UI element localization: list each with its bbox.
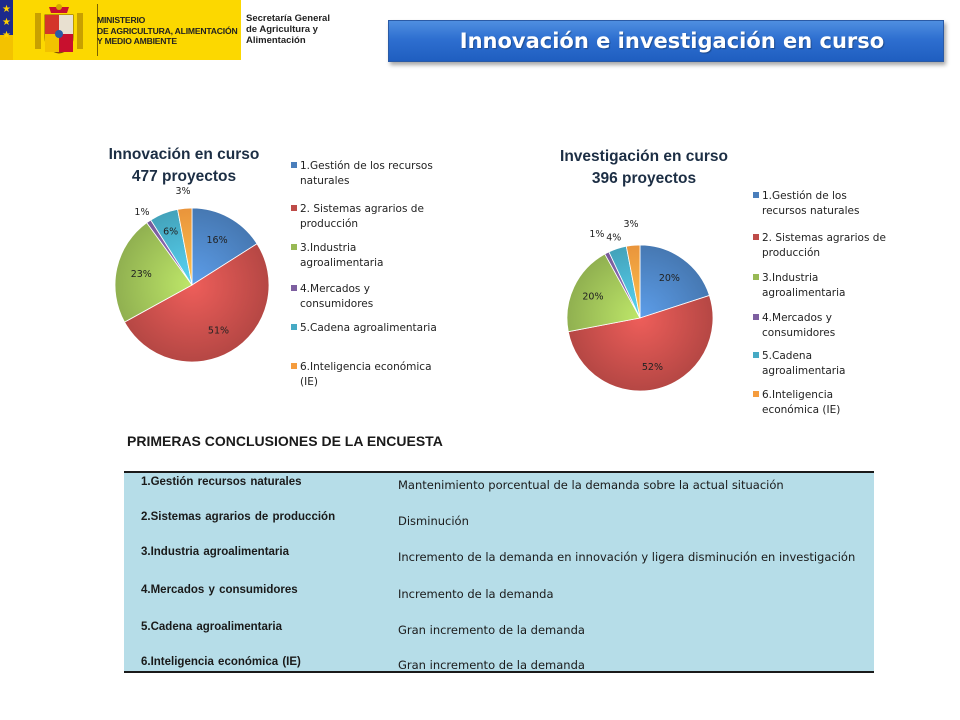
legend-label — [762, 189, 903, 219]
star-icon: ★ — [2, 17, 11, 28]
legend-label-line: producción — [300, 218, 359, 230]
star-icon: ★ — [2, 30, 11, 41]
chart1-pie — [102, 185, 282, 380]
conclusion-description: Gran incremento de la demanda — [398, 658, 585, 672]
legend-label — [300, 159, 451, 189]
legend-swatch — [291, 162, 297, 168]
ministry-logo — [13, 0, 241, 60]
pie-data-label: 3% — [175, 185, 191, 197]
ministry-name — [97, 15, 240, 47]
pie-data-label: 16% — [206, 234, 228, 246]
pie-data-label: 20% — [582, 291, 604, 303]
pie-data-label: 23% — [130, 269, 152, 281]
legend-label-line: económica (IE) — [762, 404, 841, 416]
secretaria-line: Alimentación — [246, 35, 306, 46]
chart1-subtitle-line: 477 proyectos — [131, 168, 237, 185]
legend-swatch — [753, 314, 759, 320]
conclusion-description: Gran incremento de la demanda — [398, 623, 585, 637]
conclusion-description: Incremento de la demanda en innovación y ligera disminución en investigación — [398, 550, 856, 564]
legend-label-line: recursos naturales — [762, 205, 860, 217]
legend-label-line: producción — [762, 247, 821, 259]
chart2-pie — [550, 218, 730, 410]
pie-data-label: 3% — [623, 218, 639, 230]
legend-label-line: consumidores — [762, 327, 836, 339]
legend-label-line: 6.Inteligencia — [762, 389, 834, 401]
conclusion-category: 5.Cadena agroalimentaria — [141, 621, 282, 633]
legend-label-line: (IE) — [300, 376, 318, 388]
legend-label-line: 4.Mercados y — [762, 312, 832, 324]
secretaria-name — [246, 13, 366, 46]
legend-label-line: agroalimentaria — [762, 365, 846, 377]
chart1-legend — [291, 159, 451, 409]
star-icon: ★ — [2, 4, 11, 15]
secretaria-line: Secretaría General — [246, 13, 330, 24]
chart2-legend — [753, 189, 903, 429]
legend-label — [300, 202, 451, 232]
legend-swatch — [291, 363, 297, 369]
conclusion-description: Mantenimiento porcentual de la demanda sobre la actual situación — [398, 478, 784, 492]
conclusions-table — [124, 471, 874, 673]
conclusion-description: Incremento de la demanda — [398, 587, 554, 601]
legend-label — [762, 311, 903, 341]
legend-label-line: consumidores — [300, 298, 374, 310]
legend-label — [300, 282, 451, 312]
legend-label — [762, 271, 903, 301]
legend-label — [762, 231, 903, 261]
chart1-title — [84, 144, 284, 188]
legend-label-line: 5.Cadena agroalimentaria — [300, 322, 437, 334]
chart1-title-line: Innovación en curso — [108, 146, 260, 163]
legend-swatch — [753, 274, 759, 280]
legend-swatch — [753, 234, 759, 240]
chart2-title-line: Investigación en curso — [560, 148, 728, 165]
pie-data-label: 51% — [207, 325, 230, 337]
title-banner — [388, 20, 944, 62]
legend-label-line: naturales — [300, 175, 350, 187]
chart2-subtitle-line: 396 proyectos — [591, 170, 697, 187]
secretaria-line: de Agricultura y — [246, 24, 318, 35]
legend-swatch — [753, 391, 759, 397]
ministry-line: DE AGRICULTURA, ALIMENTACIÓN — [97, 25, 238, 36]
legend-label — [762, 349, 903, 379]
legend-label-line: agroalimentaria — [762, 287, 846, 299]
ministry-line: MINISTERIO — [97, 15, 146, 25]
legend-label-line: 3.Industria — [762, 272, 819, 284]
pie-data-label: 1% — [134, 206, 150, 218]
spain-flag-stripe — [0, 0, 13, 60]
pie-data-label: 52% — [641, 361, 663, 373]
pie-data-label: 20% — [658, 273, 680, 285]
legend-swatch — [291, 324, 297, 330]
legend-label-line: 2. Sistemas agrarios de — [762, 232, 886, 244]
coat-of-arms-icon — [33, 3, 85, 57]
legend-label — [300, 321, 451, 336]
legend-label-line: 6.Inteligencia económica — [300, 361, 432, 373]
conclusion-category: 1.Gestión recursos naturales — [141, 476, 302, 488]
ministry-line: Y MEDIO AMBIENTE — [97, 36, 177, 46]
pie-data-label: 6% — [163, 226, 179, 238]
legend-label-line: 1.Gestión de los — [762, 190, 847, 202]
legend-label — [762, 388, 903, 418]
legend-label — [300, 241, 451, 271]
legend-label-line: 1.Gestión de los recursos — [300, 160, 433, 172]
chart2-title — [544, 146, 744, 190]
conclusions-heading: PRIMERAS CONCLUSIONES DE LA ENCUESTA — [127, 433, 443, 449]
legend-swatch — [753, 352, 759, 358]
conclusion-category: 3.Industria agroalimentaria — [141, 546, 289, 558]
legend-label-line: agroalimentaria — [300, 257, 384, 269]
pie-data-label: 1% — [589, 228, 605, 240]
legend-label — [300, 360, 451, 390]
legend-swatch — [291, 244, 297, 250]
page-title: Innovación e investigación en curso — [459, 29, 885, 53]
legend-swatch — [753, 192, 759, 198]
conclusion-category: 6.Inteligencia económica (IE) — [141, 656, 301, 668]
conclusion-category: 4.Mercados y consumidores — [141, 584, 298, 596]
legend-label-line: 3.Industria — [300, 242, 357, 254]
legend-label-line: 5.Cadena — [762, 350, 812, 362]
legend-label-line: 2. Sistemas agrarios de — [300, 203, 424, 215]
legend-label-line: 4.Mercados y — [300, 283, 370, 295]
pie-data-label: 4% — [606, 232, 622, 244]
legend-swatch — [291, 285, 297, 291]
conclusion-description: Disminución — [398, 514, 469, 528]
legend-swatch — [291, 205, 297, 211]
conclusion-category: 2.Sistemas agrarios de producción — [141, 511, 336, 523]
